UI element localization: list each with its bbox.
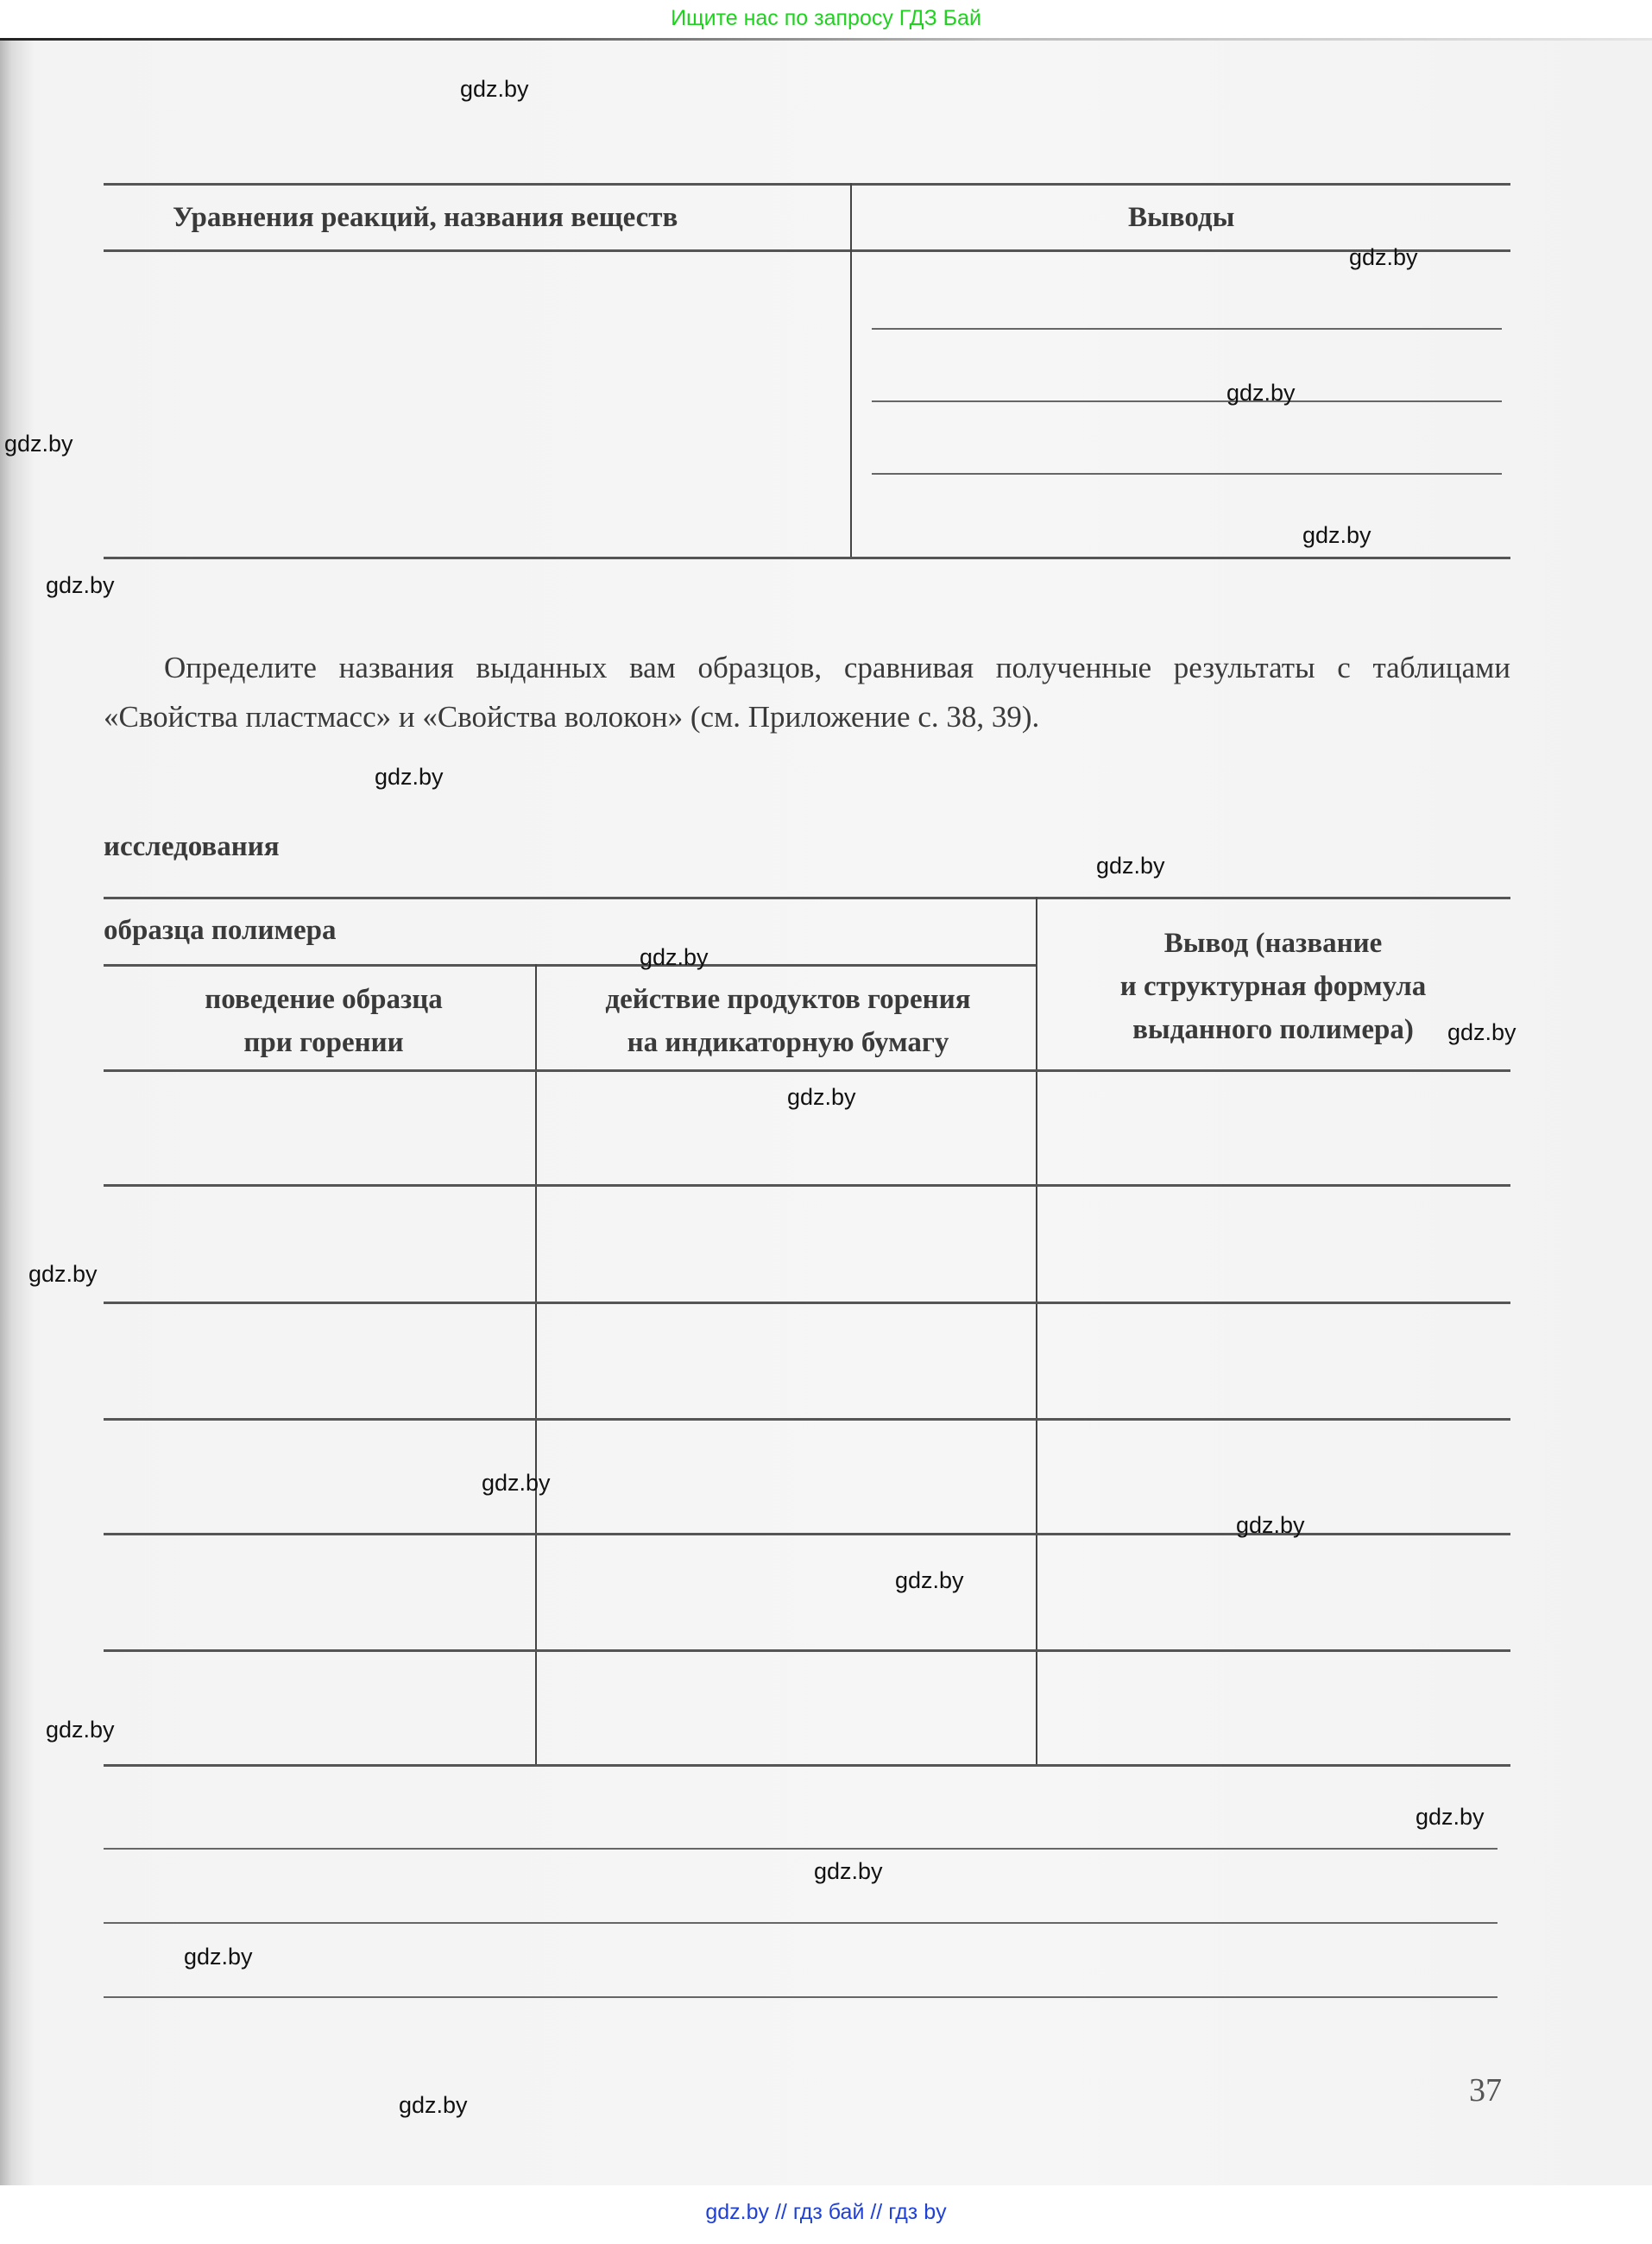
table1-header-equations: Уравнения реакций, названия веществ bbox=[173, 202, 678, 233]
table1-answer-line[interactable] bbox=[872, 400, 1502, 402]
watermark: gdz.by bbox=[1096, 853, 1165, 879]
instruction-paragraph: Определите названия выданных вам образцов, сравнивая полученные результаты с таблицами «Свойства пластмасс» и «Свойства волокон» (см. Приложение с. 38, 39). bbox=[104, 651, 1510, 734]
banner-text: Ищите нас по запросу ГДЗ Бай bbox=[671, 6, 981, 30]
writing-line[interactable] bbox=[104, 1996, 1498, 1998]
table1-answer-line[interactable] bbox=[872, 328, 1502, 330]
table2-caption-line2: образца полимера bbox=[104, 915, 337, 946]
watermark: gdz.by bbox=[399, 2092, 468, 2118]
table2-row-line[interactable] bbox=[104, 1418, 1510, 1421]
watermark: gdz.by bbox=[375, 764, 444, 790]
table2-divider-left bbox=[535, 964, 537, 1765]
table2-header-col2-line1: действие продуктов горения bbox=[605, 984, 971, 1015]
table2-row-line[interactable] bbox=[104, 1302, 1510, 1304]
watermark: gdz.by bbox=[1226, 380, 1296, 406]
watermark: gdz.by bbox=[4, 431, 73, 457]
table2-header-bottom-rule bbox=[104, 1069, 1510, 1072]
table2-header-col3-line2: и структурная формула bbox=[1119, 971, 1427, 1002]
table1-column-divider bbox=[850, 183, 852, 558]
watermark: gdz.by bbox=[1447, 1019, 1516, 1045]
watermark: gdz.by bbox=[895, 1567, 964, 1593]
bottom-footer bbox=[0, 2185, 1652, 2244]
page-number: 37 bbox=[1469, 2072, 1502, 2108]
table1-answer-line[interactable] bbox=[872, 473, 1502, 475]
page-edge bbox=[0, 38, 1652, 41]
watermark: gdz.by bbox=[814, 1858, 883, 1884]
writing-line[interactable] bbox=[104, 1848, 1498, 1850]
watermark: gdz.by bbox=[1349, 244, 1418, 270]
footer-text[interactable]: gdz.by // гдз бай // гдз by bbox=[705, 2200, 947, 2224]
watermark: gdz.by bbox=[1416, 1804, 1485, 1830]
table2-row-line[interactable] bbox=[104, 1184, 1510, 1187]
table2-row-line[interactable] bbox=[104, 1649, 1510, 1652]
watermark: gdz.by bbox=[46, 1717, 115, 1743]
table2-divider-right bbox=[1036, 897, 1037, 1765]
top-banner bbox=[0, 0, 1652, 38]
table2-header-col2-line2: на индикаторную бумагу bbox=[627, 1027, 949, 1058]
table2-header-col3-line1: Вывод (название bbox=[1163, 928, 1383, 959]
table2-row-line[interactable] bbox=[104, 1764, 1510, 1767]
watermark: gdz.by bbox=[184, 1944, 253, 1970]
watermark: gdz.by bbox=[28, 1261, 98, 1287]
writing-line[interactable] bbox=[104, 1922, 1498, 1924]
table2-header-col1-line1: поведение образца bbox=[205, 984, 443, 1015]
table2-caption-line1: исследования bbox=[104, 831, 280, 862]
table2-header-col3-line3: выданного полимера) bbox=[1132, 1014, 1414, 1045]
watermark: gdz.by bbox=[460, 76, 529, 102]
watermark: gdz.by bbox=[46, 572, 115, 598]
watermark: gdz.by bbox=[787, 1084, 856, 1110]
table1-header-conclusions: Выводы bbox=[1128, 202, 1235, 233]
watermark: gdz.by bbox=[1236, 1512, 1305, 1538]
table1-header-rule bbox=[104, 249, 1510, 252]
watermark: gdz.by bbox=[1302, 522, 1371, 548]
table1-bottom-rule bbox=[104, 557, 1510, 559]
table1-top-rule bbox=[104, 183, 1510, 186]
watermark: gdz.by bbox=[482, 1470, 551, 1496]
table2-header-col1-line2: при горении bbox=[243, 1027, 404, 1058]
watermark: gdz.by bbox=[640, 944, 709, 970]
table2-subheader-rule bbox=[104, 964, 1037, 967]
table2-top-rule bbox=[104, 897, 1510, 899]
